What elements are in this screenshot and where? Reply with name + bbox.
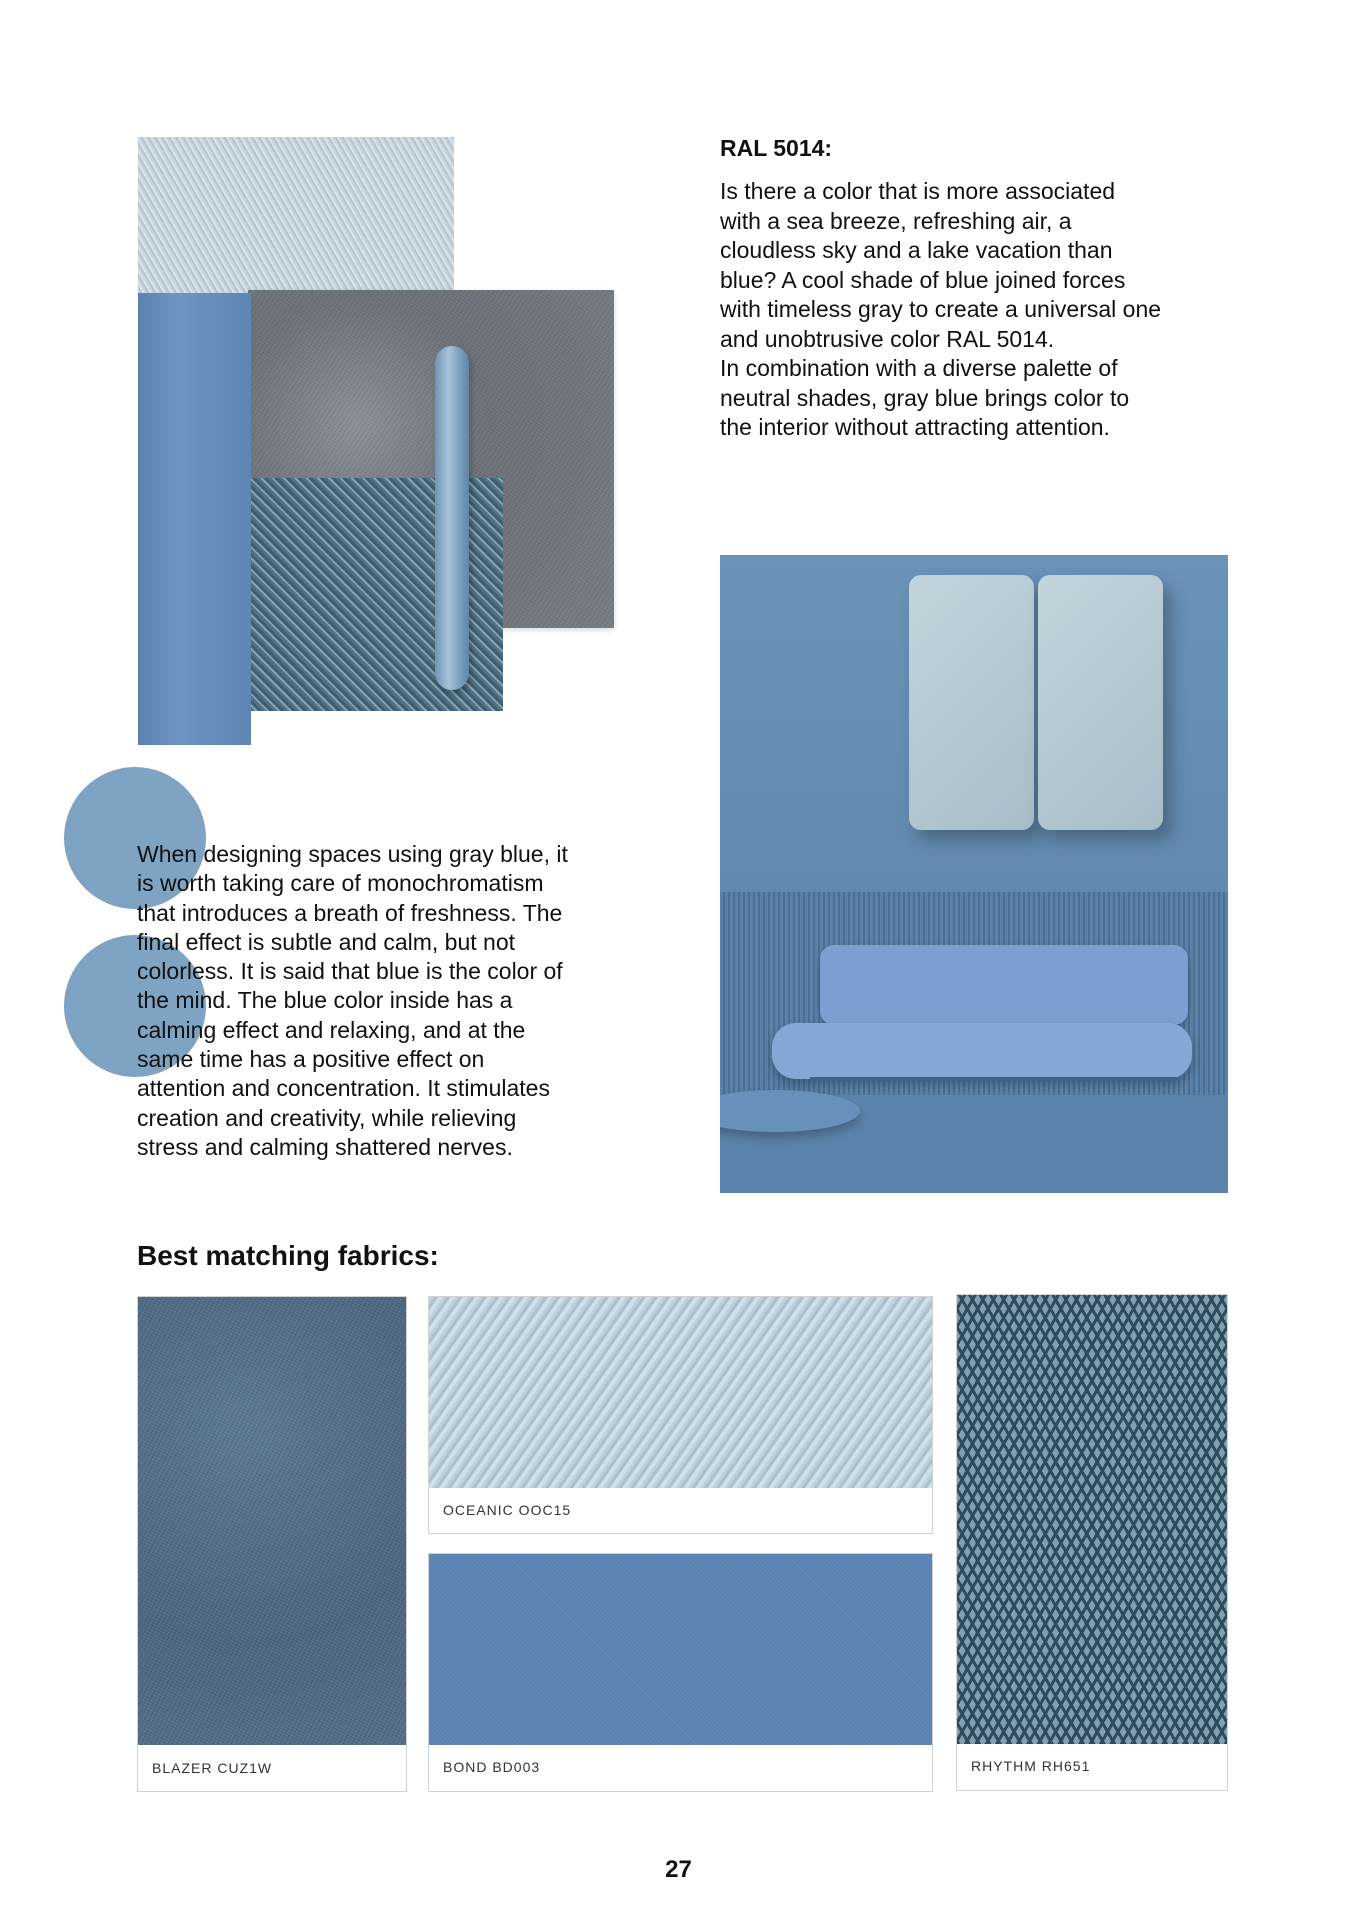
fabric-label: RHYTHM RH651	[971, 1758, 1091, 1774]
fabric-label: OCEANIC OOC15	[443, 1502, 572, 1518]
sofa-seat	[772, 1023, 1192, 1079]
intro-paragraph: Is there a color that is more associated with a sea breeze, refreshing air, a cloudless sky and a lake vacation than blue? A cool shade of blue joined forces with timeless gray to create a universal one and unobtrusive color RAL 5014. In combination with a diverse palette of neutral shades, gray blue brings color to the interior without attracting attention.	[720, 178, 1162, 440]
fabric-card-blazer	[137, 1296, 407, 1792]
acoustic-panel-right	[1038, 575, 1163, 830]
color-sample-tube	[435, 346, 469, 690]
fabric-swatch-image	[957, 1295, 1227, 1744]
fabric-swatch-image	[429, 1554, 932, 1745]
interior-photo	[720, 555, 1228, 1193]
sofa-backrest	[820, 945, 1188, 1025]
swatch-light-twill	[138, 137, 454, 293]
fabric-card-oceanic	[428, 1296, 933, 1534]
fabric-label: BLAZER CUZ1W	[152, 1760, 273, 1776]
fabric-label: BOND BD003	[443, 1759, 541, 1775]
body-paragraph: When designing spaces using gray blue, it is worth taking care of monochromatism that introduces a breath of freshness. The final effect is subtle and calm, but not colorless. It is said that blue is the color of the mind. The blue color inside has a calming effect and relaxing, and at the same time has a positive effect on attention and concentration. It stimulates creation and creativity, while relieving stress and calming shattered nerves.	[137, 841, 568, 1160]
fabrics-heading: Best matching fabrics:	[137, 1240, 439, 1271]
fabric-swatch-image	[429, 1297, 932, 1488]
fabric-card-rhythm	[956, 1294, 1228, 1791]
swatch-blue-fabric	[138, 293, 251, 745]
page-number: 27	[665, 1856, 692, 1883]
acoustic-panel-left	[909, 575, 1034, 830]
fabric-card-bond	[428, 1553, 933, 1792]
sofa-legs	[810, 1077, 1180, 1081]
ral-heading: RAL 5014:	[720, 135, 833, 161]
fabric-swatch-image	[138, 1297, 406, 1745]
